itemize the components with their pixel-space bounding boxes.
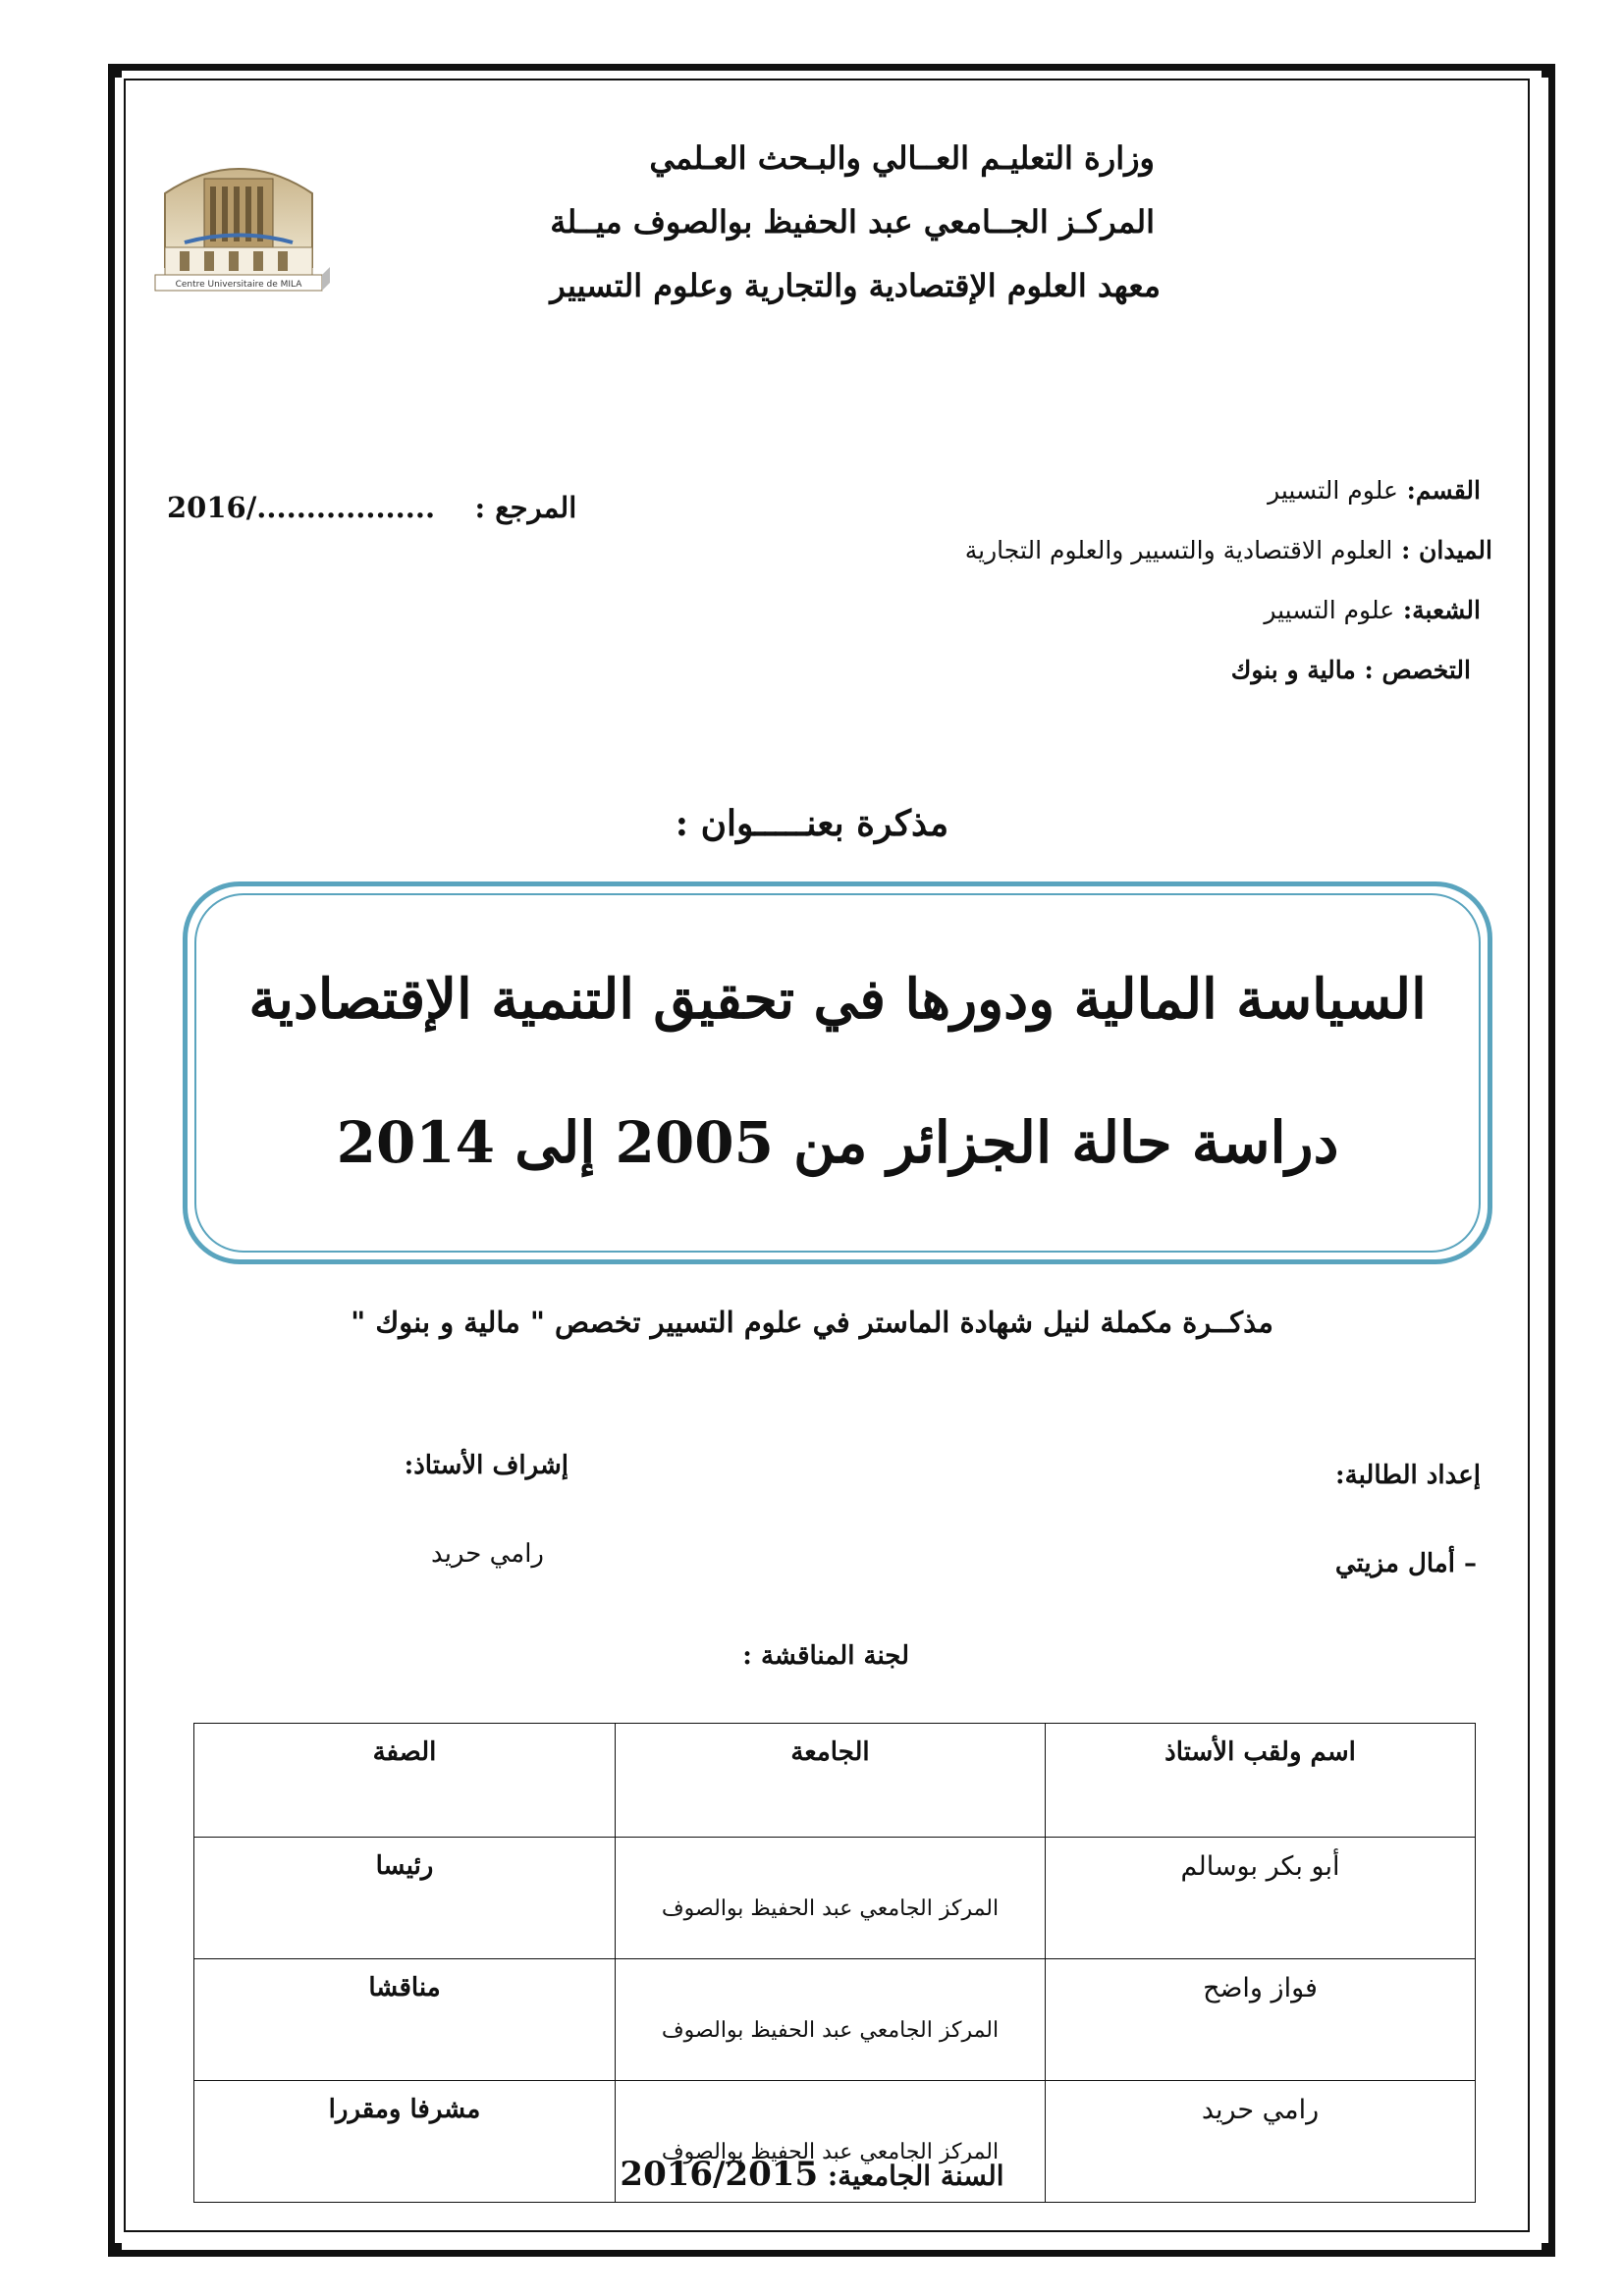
column-header-name: اسم ولقب الأستاذ [1046,1724,1476,1838]
thesis-subtitle: دراسة حالة الجزائر من 2005 إلى 2014 [336,1109,1339,1176]
ministry-line: وزارة التعليـم العــالي والبـحث العـلمي [649,139,1155,177]
jury-university: المركز الجامعي عبد الحفيظ بوالصوف [616,2081,1046,2203]
field-line [965,536,1492,564]
reference-value: 2016/.................. [167,491,436,524]
jury-university: المركز الجامعي عبد الحفيظ بوالصوف [616,1959,1046,2081]
institute-line: معهد العلوم الإقتصادية والتجارية وعلوم التسيير [550,267,1161,304]
branch-line [1264,596,1481,624]
specialty-label: التخصص : [1364,656,1471,684]
specialty-value: مالية و بنوك [1230,656,1356,684]
supervisor-name: رامي حريد [431,1539,544,1569]
committee-label: لجنة المناقشة : [742,1641,909,1671]
prepared-by-label: إعداد الطالبة: [1335,1461,1481,1490]
jury-table [193,1723,1476,2203]
column-header-role: الصفة [194,1724,616,1838]
jury-name: أبو بكر بوسالم [1046,1838,1476,1959]
university-building-icon [145,149,332,301]
degree-statement: مذكــرة مكملة لنيل شهادة الماستر في علوم التسيير تخصص " مالية و بنوك " [351,1306,1273,1339]
border-corner [1542,64,1555,78]
title-box-inner [194,893,1481,1253]
academic-year-value: 2016/2015 [620,2155,819,2194]
svg-text:Centre Universitaire de MILA: Centre Universitaire de MILA [175,280,302,290]
table-row [194,1959,1476,2081]
field-label: الميدان : [1401,536,1492,564]
student-name: – أمال مزيتي [1334,1549,1477,1578]
supervisor-label: إشراف الأستاذ: [404,1451,568,1480]
jury-role: رئيسا [194,1838,616,1959]
table-header-row [194,1724,1476,1838]
field-value: العلوم الاقتصادية والتسيير والعلوم التجارية [964,536,1393,564]
department-label: القسم: [1406,476,1481,505]
branch-value: علوم التسيير [1264,596,1395,624]
thesis-title: السياسة المالية ودورها في تحقيق التنمية الإقتصادية [248,967,1427,1032]
column-header-university: الجامعة [616,1724,1046,1838]
memo-label: مذكرة بعنـــــوان : [675,803,949,844]
table-row [194,1838,1476,1959]
reference-label: المرجع : [474,491,577,524]
academic-year-label: السنة الجامعية: [827,2160,1004,2192]
jury-role: مشرفا ومقررا [194,2081,616,2203]
department-value: علوم التسيير [1268,476,1398,505]
jury-university: المركز الجامعي عبد الحفيظ بوالصوف [616,1838,1046,1959]
border-corner [108,2243,122,2257]
jury-role: مناقشا [194,1959,616,2081]
specialty-line [1231,656,1471,684]
center-line: المركـز الجــامعي عبد الحفيظ بوالصوف ميــلة [550,203,1155,240]
university-logo [145,149,332,301]
border-corner [1542,2243,1555,2257]
jury-name: فواز واضح [1046,1959,1476,2081]
branch-label: الشعبة: [1402,596,1481,624]
department-line [1268,476,1481,505]
academic-year-line [0,2155,1624,2194]
jury-name: رامي حريد [1046,2081,1476,2203]
border-corner [108,64,122,78]
reference-line [167,491,576,524]
